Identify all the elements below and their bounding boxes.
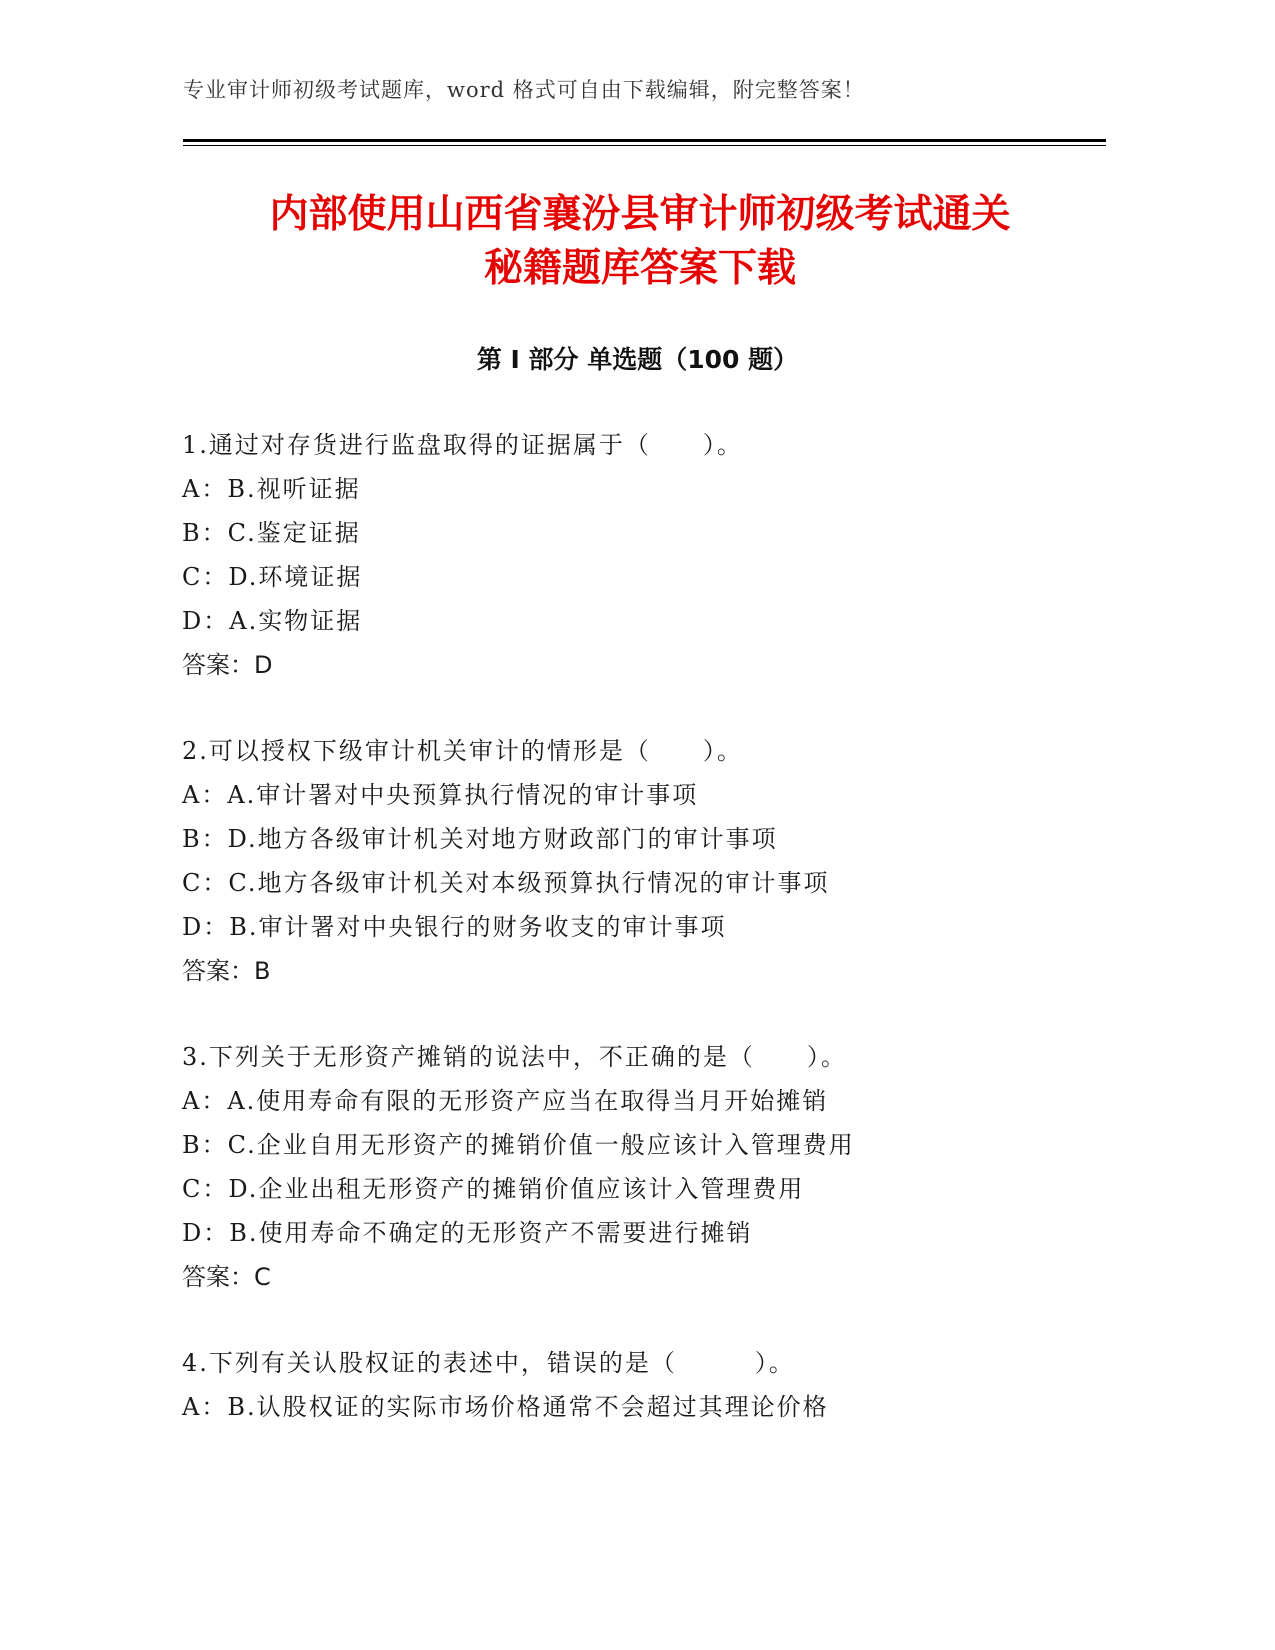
option-b: B：D.地方各级审计机关对地方财政部门的审计事项	[182, 825, 778, 853]
document-title-line-1: 内部使用山西省襄汾县审计师初级考试通关	[269, 192, 1011, 237]
option-b: B：C.鉴定证据	[182, 519, 361, 547]
option-d: D：B.使用寿命不确定的无形资产不需要进行摊销	[182, 1219, 753, 1247]
question-stem: 2.可以授权下级审计机关审计的情形是（ ）。	[182, 737, 743, 765]
option-c: C：D.企业出租无形资产的摊销价值应该计入管理费用	[182, 1175, 805, 1203]
header-divider-thick	[183, 139, 1106, 142]
option-a: A：A.审计署对中央预算执行情况的审计事项	[182, 781, 699, 809]
question-1	[182, 423, 1132, 687]
option-c: C：D.环境证据	[182, 563, 363, 591]
option-a: A：A.使用寿命有限的无形资产应当在取得当月开始摊销	[182, 1087, 829, 1115]
option-d: D：A.实物证据	[182, 607, 363, 635]
section-title: 第 I 部分 单选题（100 题）	[476, 345, 799, 374]
option-a: A：B.认股权证的实际市场价格通常不会超过其理论价格	[182, 1393, 829, 1421]
question-4	[182, 1341, 1132, 1429]
question-3	[182, 1035, 1132, 1299]
page-header: 专业审计师初级考试题库，word 格式可自由下载编辑，附完整答案！	[183, 78, 865, 102]
question-list	[182, 423, 1132, 1471]
answer: 答案：D	[182, 651, 273, 679]
question-stem: 1.通过对存货进行监盘取得的证据属于（ ）。	[182, 431, 743, 459]
option-a: A：B.视听证据	[182, 475, 361, 503]
header-divider-thin	[183, 145, 1106, 146]
question-stem: 4.下列有关认股权证的表述中，错误的是（ ）。	[182, 1349, 795, 1377]
document-title-line-2: 秘籍题库答案下载	[483, 246, 796, 291]
option-d: D：B.审计署对中央银行的财务收支的审计事项	[182, 913, 727, 941]
option-c: C：C.地方各级审计机关对本级预算执行情况的审计事项	[182, 869, 830, 897]
question-2	[182, 729, 1132, 993]
document-title	[140, 188, 1140, 296]
answer: 答案：B	[182, 957, 271, 985]
option-b: B：C.企业自用无形资产的摊销价值一般应该计入管理费用	[182, 1131, 855, 1159]
question-stem: 3.下列关于无形资产摊销的说法中，不正确的是（ ）。	[182, 1043, 847, 1071]
answer: 答案：C	[182, 1263, 271, 1291]
